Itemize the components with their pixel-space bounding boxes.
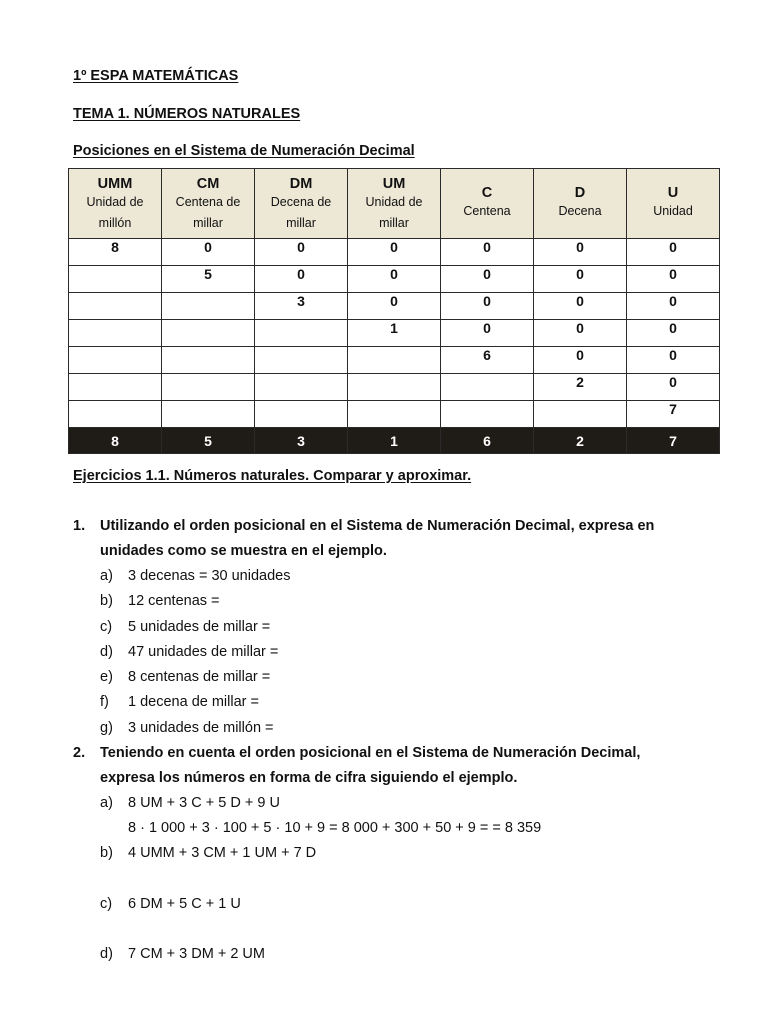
table-cell: 2 [534,374,627,401]
item-text: 8 centenas de millar = [128,669,271,685]
table-cell: 0 [441,266,534,293]
table-cell [348,347,441,374]
item-letter: f) [100,694,109,710]
item-letter: e) [100,669,113,685]
table-cell [348,401,441,428]
item-letter: b) [100,593,113,609]
column-name: Centena de [175,194,241,209]
column-abbr: UM [382,175,406,192]
column-name: millar [379,215,409,230]
table-cell [162,293,255,320]
table-cell: 0 [441,320,534,347]
column-abbr: D [574,185,586,201]
item-letter: b) [100,845,113,861]
column-name: Unidad de [365,194,423,209]
table-row [69,266,720,293]
table-cell: 0 [627,239,720,266]
table-cell: 3 [255,293,348,320]
table-cell: 0 [627,374,720,401]
column-name: Centena [463,204,511,218]
table-row [69,401,720,428]
column-header-d [534,169,627,239]
item-letter: d) [100,946,113,962]
exercise-1-line-1: Utilizando el orden posicional en el Sistema de Numeración Decimal, expresa en [100,518,655,534]
table-cell: 0 [348,293,441,320]
item-text: 8 UM + 3 C + 5 D + 9 U [128,795,280,811]
table-cell: 0 [627,347,720,374]
table-cell [255,401,348,428]
column-name: Unidad de [86,194,144,209]
table-cell: 7 [627,401,720,428]
table-cell: 5 [162,266,255,293]
table-cell [162,347,255,374]
item-letter: a) [100,795,113,811]
total-cell: 5 [162,428,255,454]
table-cell: 0 [348,266,441,293]
total-cell: 1 [348,428,441,454]
table-cell: 0 [534,266,627,293]
column-abbr: DM [289,175,313,192]
table-cell [162,374,255,401]
item-letter: d) [100,644,113,660]
topic-heading: TEMA 1. NÚMEROS NATURALES [73,106,301,122]
table-cell [69,347,162,374]
table-cell: 0 [441,293,534,320]
item-text: 6 DM + 5 C + 1 U [128,896,241,912]
item-letter: a) [100,568,113,584]
table-cell: 8 [69,239,162,266]
item-text: 3 unidades de millón = [128,720,274,736]
table-row [69,374,720,401]
column-abbr: U [667,185,679,201]
table-cell [441,401,534,428]
column-abbr: C [481,185,493,201]
exercises-title-text: Ejercicios 1.1. Números naturales. Comparar y aproximar [73,468,468,484]
exercise-2-line-1: Teniendo en cuenta el orden posicional en el Sistema de Numeración Decimal, [100,745,641,761]
column-name: millar [193,215,223,230]
total-cell: 3 [255,428,348,454]
table-cell [255,347,348,374]
table-row [69,347,720,374]
table-cell [441,374,534,401]
positions-table-title: Posiciones en el Sistema de Numeración Decimal [73,143,415,159]
item-text: 1 decena de millar = [128,694,259,710]
table-cell: 0 [534,320,627,347]
column-header-c [441,169,534,239]
table-cell: 0 [534,239,627,266]
exercise-1-line-2: unidades como se muestra en el ejemplo. [100,543,387,559]
column-name: Decena de [270,194,332,209]
exercises-title-suffix: . [467,468,472,484]
table-row [69,239,720,266]
item-text: 47 unidades de millar = [128,644,279,660]
positions-table [68,168,720,454]
table-cell: 0 [534,347,627,374]
column-header-u [627,169,720,239]
column-header-cm [162,169,255,239]
item-text: 12 centenas = [128,593,220,609]
total-cell: 2 [534,428,627,454]
worked-example: 8 · 1 000 + 3 · 100 + 5 · 10 + 9 = 8 000 + 300 + 50 + 9 = = 8 359 [128,820,542,836]
table-cell [69,293,162,320]
table-cell [162,401,255,428]
column-header-umm [69,169,162,239]
exercises-title [73,468,471,484]
exercise-number: 1. [73,518,86,534]
column-abbr: CM [196,175,220,192]
column-header-um [348,169,441,239]
table-cell [69,374,162,401]
table-row [69,293,720,320]
table-cell: 1 [348,320,441,347]
table-cell [162,320,255,347]
item-text: 7 CM + 3 DM + 2 UM [128,946,265,962]
item-text: 3 decenas = 30 unidades [128,568,291,584]
table-row [69,320,720,347]
table-cell: 0 [348,239,441,266]
document-title: 1º ESPA MATEMÁTICAS [73,68,239,84]
table-cell: 0 [255,266,348,293]
table-cell: 0 [255,239,348,266]
item-letter: c) [100,896,113,912]
table-cell [534,401,627,428]
item-text: 4 UMM + 3 CM + 1 UM + 7 D [128,845,317,861]
table-cell [255,374,348,401]
exercise-2-line-2: expresa los números en forma de cifra siguiendo el ejemplo. [100,770,518,786]
table-total-row [69,428,720,454]
column-abbr: UMM [97,175,133,192]
table-cell: 0 [441,239,534,266]
table-cell: 0 [627,320,720,347]
table-cell: 6 [441,347,534,374]
item-letter: g) [100,720,113,736]
table-cell [255,320,348,347]
item-text: 5 unidades de millar = [128,619,271,635]
exercise-number: 2. [73,745,86,761]
total-cell: 7 [627,428,720,454]
total-cell: 8 [69,428,162,454]
table-cell: 0 [627,266,720,293]
item-letter: c) [100,619,113,635]
column-name: millar [286,215,316,230]
column-name: Unidad [653,204,693,218]
table-cell [69,401,162,428]
column-name: Decena [558,204,602,218]
table-header-row [69,169,720,239]
table-cell: 0 [627,293,720,320]
table-cell: 0 [162,239,255,266]
table-cell: 0 [534,293,627,320]
table-cell [348,374,441,401]
column-header-dm [255,169,348,239]
column-name: millón [98,215,132,230]
table-cell [69,266,162,293]
total-cell: 6 [441,428,534,454]
table-cell [69,320,162,347]
